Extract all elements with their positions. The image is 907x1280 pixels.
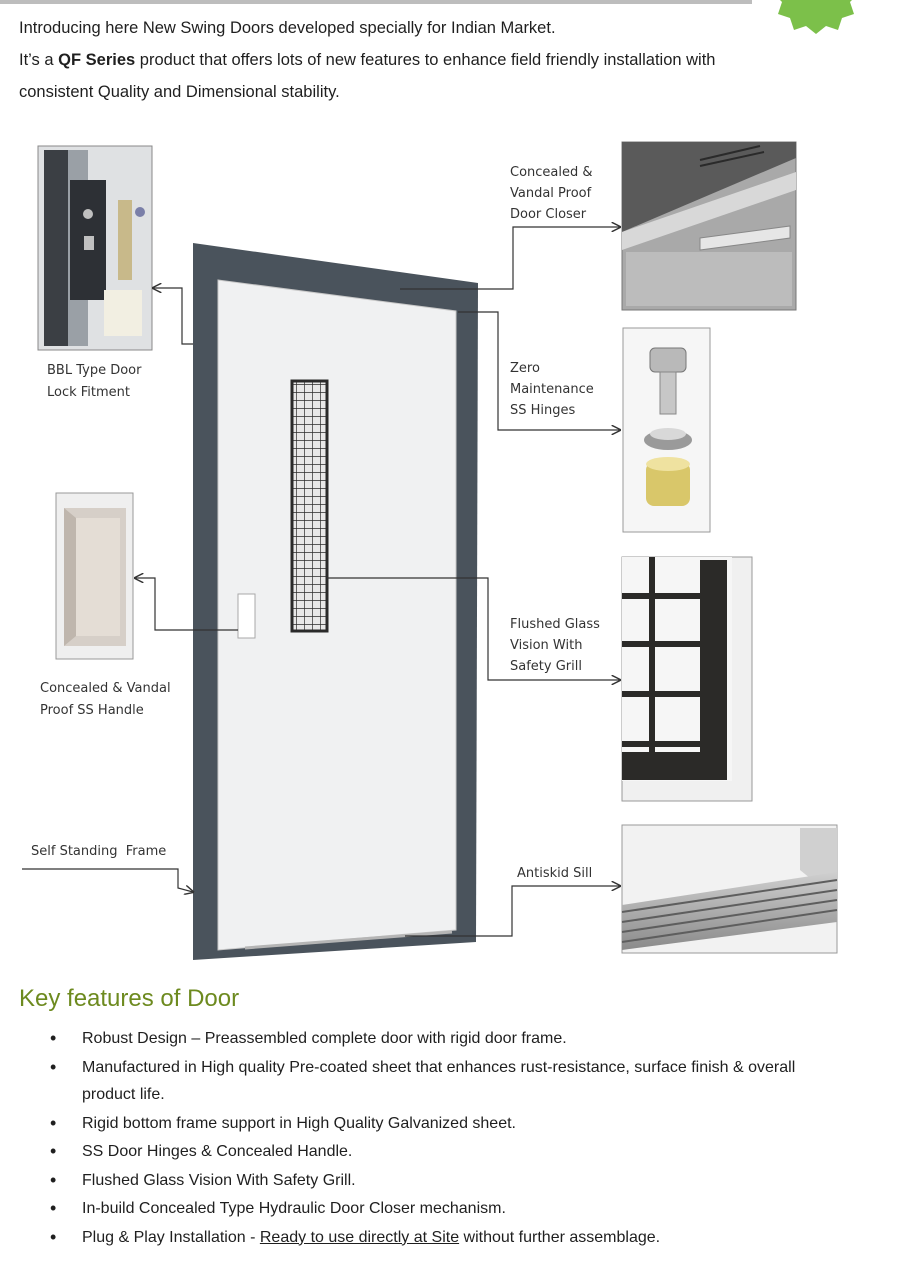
sill-photo — [622, 825, 837, 953]
label-door-closer: Concealed & Vandal Proof Door Closer — [510, 165, 593, 222]
label-hinges: Zero Maintenance SS Hinges — [510, 361, 594, 418]
feature-item: • Manufactured in High quality Pre-coated sheet that enhances rust-resistance, surface finish & overall product life. — [50, 1054, 850, 1109]
door-closer-photo — [622, 142, 796, 310]
label-lock: BBL Type Door Lock Fitment — [47, 363, 142, 400]
intro-line-3: consistent Quality and Dimensional stability. — [19, 83, 340, 101]
label-frame: Self Standing Frame — [31, 844, 167, 859]
feature-item: • In-build Concealed Type Hydraulic Door Closer mechanism. — [50, 1195, 850, 1223]
vision-panel — [292, 381, 327, 631]
leader-frame — [22, 869, 193, 892]
glass-vision-photo — [622, 557, 752, 801]
feature-item: • Flushed Glass Vision With Safety Grill. — [50, 1167, 850, 1195]
label-sill: Antiskid Sill — [517, 866, 593, 881]
label-handle: Concealed & Vandal Proof SS Handle — [40, 681, 171, 718]
label-glass: Flushed Glass Vision With Safety Grill — [510, 617, 600, 674]
leader-lock — [153, 288, 193, 344]
handle-photo — [56, 493, 133, 659]
hinge-photo — [623, 328, 710, 532]
intro-line-2-prefix: It’s a — [19, 51, 59, 69]
intro-line-2-suffix: product that offers lots of new features to enhance field friendly installation with — [135, 51, 716, 69]
intro-line-1: Introducing here New Swing Doors developed specially for Indian Market. — [19, 19, 556, 37]
feature-item: • Robust Design – Preassembled complete door with rigid door frame. — [50, 1025, 850, 1053]
lock-fitment-photo — [38, 146, 152, 350]
features-heading: Key features of Door — [19, 985, 240, 1012]
door-illustration — [193, 243, 478, 960]
door-handle — [238, 594, 255, 638]
features-list — [50, 1025, 850, 1252]
feature-item: • Rigid bottom frame support in High Quality Galvanized sheet. — [50, 1110, 850, 1138]
feature-item-suffix: without further assemblage. — [459, 1228, 661, 1246]
feature-item: • SS Door Hinges & Concealed Handle. — [50, 1138, 850, 1166]
feature-item-prefix: Plug & Play Installation - — [82, 1228, 260, 1246]
feature-item — [50, 1224, 850, 1252]
product-series-name: QF Series — [58, 51, 136, 69]
feature-item-underlined: Ready to use directly at Site — [259, 1228, 460, 1246]
